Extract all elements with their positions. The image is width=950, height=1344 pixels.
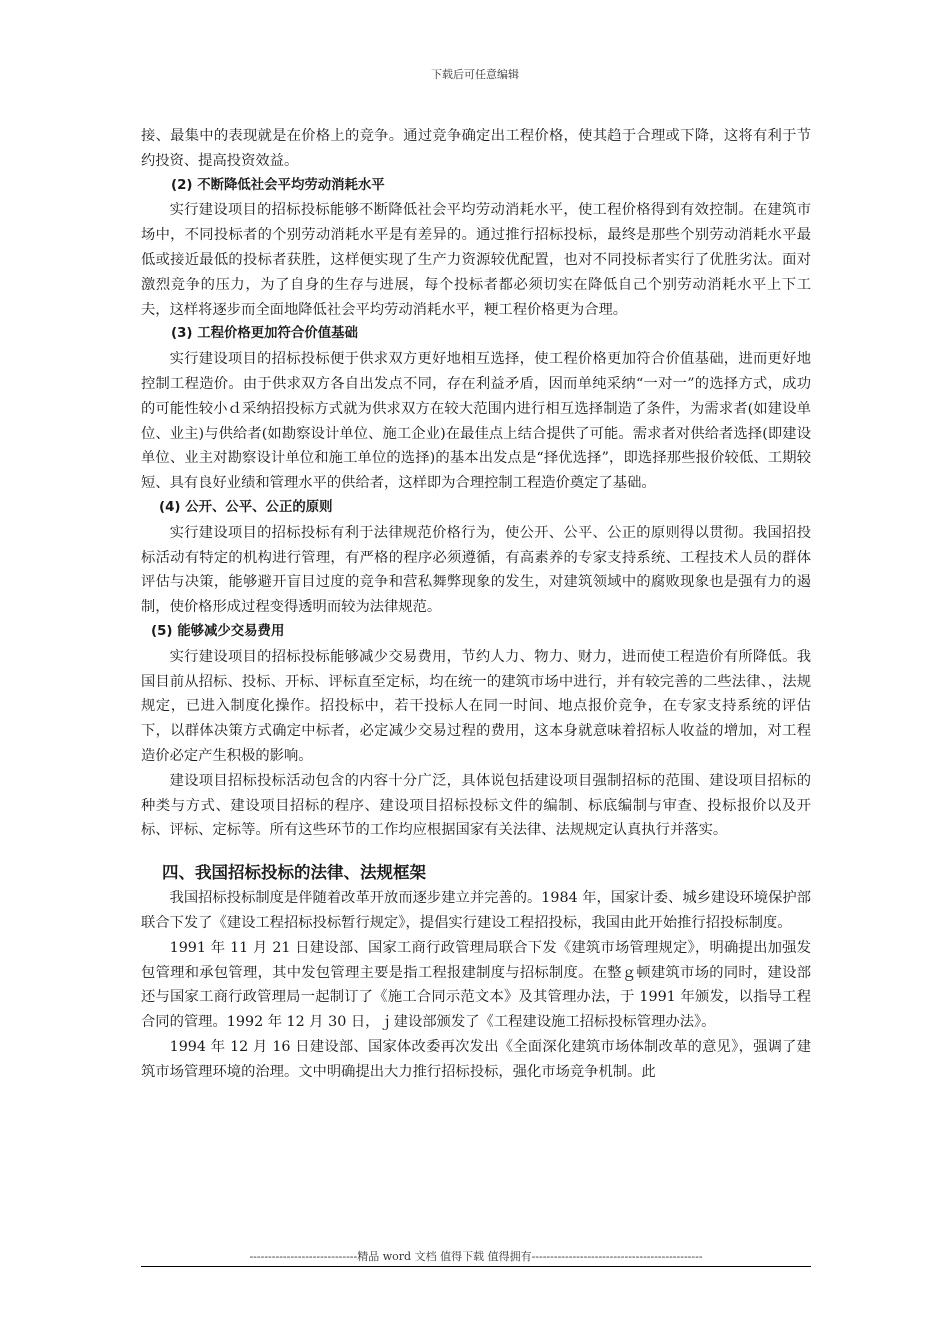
paragraph: 1994 年 12 月 16 日建设部、国家体改委再次发出《全面深化建筑市场体制改革的意见》，强调了建筑市场管理环境的治理。文中明确提出大力推行招标投标，强化市场竞争机制。此 bbox=[141, 1038, 811, 1080]
paragraph: 接、最集中的表现就是在价格上的竞争。通过竞争确定出工程价格，使其趋于合理或下降，这将有利于节约投资、提高投资效益。 bbox=[141, 128, 811, 169]
item-heading-5: (5) 能够减少交易费用 bbox=[151, 623, 285, 639]
item-heading-3: (3) 工程价格更加符合价值基础 bbox=[171, 326, 358, 342]
footer-divider bbox=[141, 1266, 811, 1267]
page-footer: -----------------------------精品 word 文档 值得下载 值得拥有---------------------------------------------- bbox=[249, 1250, 703, 1263]
document-body bbox=[141, 124, 811, 1084]
page-header: 下载后可任意编辑 bbox=[431, 68, 519, 81]
paragraph: 实行建设项目的招标投标有利于法律规范价格行为，使公开、公平、公正的原则得以贯彻。我国招投标活动有特定的机构进行管理，有严格的程序必须遵循，有高素养的专家支持系统、工程技术人员的群体评估与决策，能够避开盲目过度的竞争和营私舞弊现象的发生，对建筑领域中的腐败现象也是强有力的遏制，使价格形成过程变得透明而较为法律规范。 bbox=[141, 524, 811, 616]
paragraph: 实行建设项目的招标投标能够不断降低社会平均劳动消耗水平，使工程价格得到有效控制。在建筑市场中，不同投标者的个别劳动消耗水平是有差异的。通过推行招标投标，最终是那些个别劳动消耗水平最低或接近最低的投标者获胜，这样便实现了生产力资源较优配置，也对不同投标者实行了优胜劣汰。面对激烈竞争的压力，为了自身的生存与进展，每个投标者都必须切实在降低自己个别劳动消耗水平上下工夫，这样将逐步而全面地降低社会平均劳动消耗水平，粳工程价格更为合理。 bbox=[141, 202, 811, 318]
paragraph: 1991 年 11 月 21 日建设部、国家工商行政管理局联合下发《建筑市场管理规定》，明确提出加强发包管理和承包管理，其中发包管理主要是指工程报建制度与招标制度。在整ｇ顿建筑市场的同时，建设部还与国家工商行政管理局一起制订了《施工合同示范文本》及其管理办法，于 1991 年颁发，以指导工程合同的管理。1992 年 12 月 30 日，ｊ建设部颁发了《工程建设施工招标投标管理办法》。 bbox=[141, 939, 811, 1031]
paragraph: 实行建设项目的招标投标能够减少交易费用，节约人力、物力、财力，进而使工程造价有所降低。我国目前从招标、投标、开标、评标直至定标，均在统一的建筑市场中进行，并有较完善的二些法律、，法规规定，已进入制度化操作。招投标中，若干投标人在同一时间、地点报价竞争，在专家支持系统的评估下，以群体决策方式确定中标者，必定减少交易过程的费用，这本身就意味着招标人收益的增加，对工程造价必定产生积极的影响。 bbox=[141, 648, 811, 764]
paragraph: 我国招标投标制度是伴随着改革开放而逐步建立并完善的。1984 年，国家计委、城乡建设环境保护部联合下发了《建设工程招标投标暂行规定》，提倡实行建设工程招投标，我国由此开始推行招投标制度。 bbox=[141, 890, 811, 931]
paragraph: 建设项目招标投标活动包含的内容十分广泛，具体说包括建设项目强制招标的范围、建设项目招标的种类与方式、建设项目招标的程序、建设项目招标投标文件的编制、标底编制与审查、投标报价以及开标、评标、定标等。所有这些环节的工作均应根据国家有关法律、法规规定认真执行并落实。 bbox=[141, 772, 811, 839]
item-heading-2: (2) 不断降低社会平均劳动消耗水平 bbox=[171, 177, 385, 193]
item-heading-4: (4) 公开、公平、公正的原则 bbox=[159, 499, 333, 515]
paragraph: 实行建设项目的招标投标便于供求双方更好地相互选择，使工程价格更加符合价值基础，进而更好地控制工程造价。由于供求双方各自出发点不同，存在利益矛盾，因而单纯采纳“一对一”的选择方式，成功的可能性较小ｄ采纳招投标方式就为供求双方在较大范围内进行相互选择制造了条件，为需求者(如建设单位、业主)与供给者(如勘察设计单位、施工企业)在最佳点上结合提供了可能。需求者对供给者选择(即建设单位、业主对勘察设计单位和施工单位的选择)的基本出发点是“择优选择”，即选择那些报价较低、工期较短、具有良好业绩和管理水平的供给者，这样即为合理控制工程造价奠定了基础。 bbox=[141, 351, 811, 492]
section-title: 四、我国招标投标的法律、法规框架 bbox=[162, 863, 426, 883]
